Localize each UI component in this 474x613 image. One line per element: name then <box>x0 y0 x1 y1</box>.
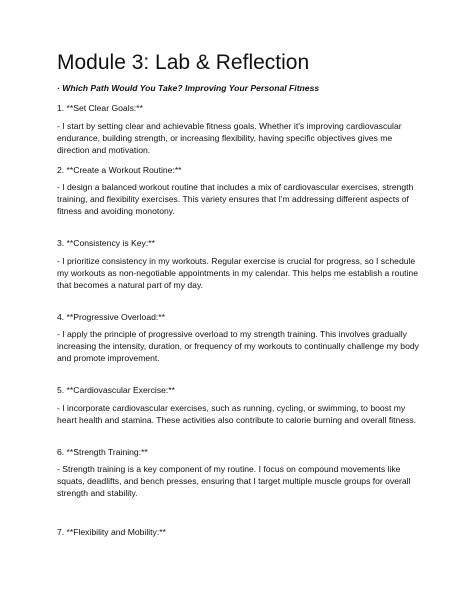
section-heading-strength-training: 6. **Strength Training:** <box>57 447 148 457</box>
section-body-strength-training: - Strength training is a key component of my routine. I focus on compound movements like squats, deadlifts, and bench presses, ensuring that I target multiple muscle groups for overall strength and stability. <box>57 464 411 499</box>
section-heading-workout-routine: 2. **Create a Workout Routine:** <box>57 165 182 175</box>
section-body-cardiovascular: - I incorporate cardiovascular exercises, such as running, cycling, or swimming, to boost my heart health and stamina. These activities also contribute to calorie burning and overall fitness. <box>57 403 417 426</box>
section-body-set-clear-goals: - I start by setting clear and achievable fitness goals. Whether it's improving cardiovascular endurance, building strength, or increasing flexibility, having specific objectives gives me direction and motivation. <box>57 121 402 156</box>
section-heading-flexibility: 7. **Flexibility and Mobility:** <box>57 527 166 537</box>
section-heading-cardiovascular: 5. **Cardiovascular Exercise:** <box>57 385 175 395</box>
section-body-workout-routine: - I design a balanced workout routine that includes a mix of cardiovascular exercises, strength training, and flexibility exercises. This variety ensures that I'm addressing different aspects of fitness and avoiding monotony. <box>57 182 414 217</box>
section-heading-progressive-overload: 4. **Progressive Overload:** <box>57 312 165 322</box>
section-heading-consistency: 3. **Consistency is Key:** <box>57 238 155 248</box>
page-subtitle: · Which Path Would You Take? Improving Your Personal Fitness <box>57 83 320 93</box>
section-body-progressive-overload: - I apply the principle of progressive overload to my strength training. This involves gradually increasing the intensity, duration, or frequency of my workouts to continually challenge my body and promote improvement. <box>57 329 419 364</box>
section-heading-set-clear-goals: 1. **Set Clear Goals:** <box>57 103 143 113</box>
section-body-consistency: - I prioritize consistency in my workouts. Regular exercise is crucial for progress, so I schedule my workouts as non-negotiable appointments in my calendar. This helps me establish a routine that becomes a natural part of my day. <box>57 256 418 291</box>
page-title: Module 3: Lab & Reflection <box>57 51 310 74</box>
